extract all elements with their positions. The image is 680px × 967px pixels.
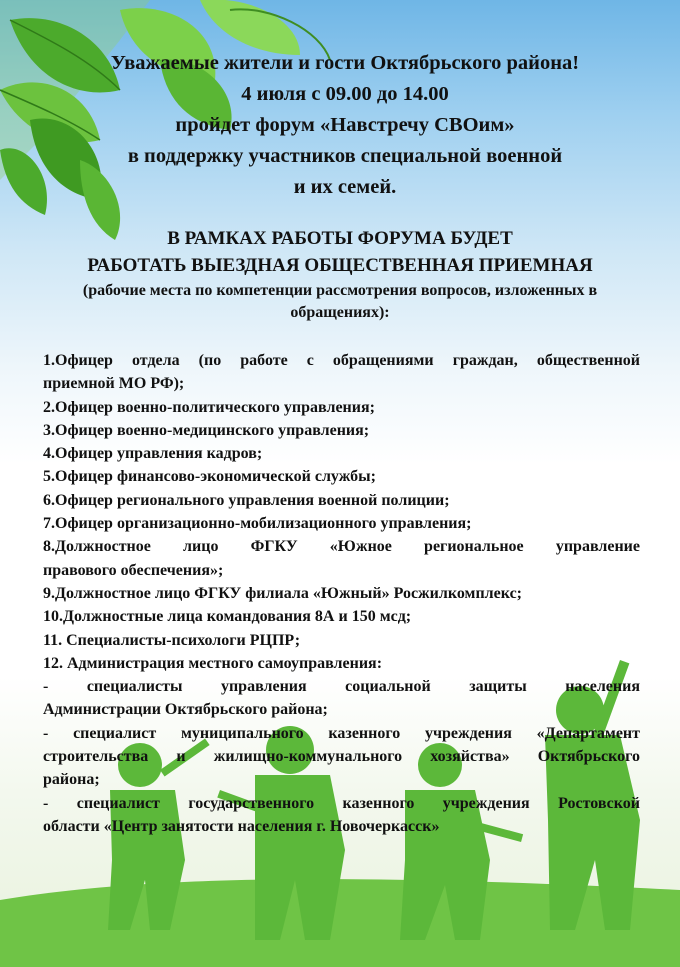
list-item: 8.Должностное лицо ФГКУ «Южное региональное управление bbox=[43, 538, 640, 556]
section-title bbox=[30, 225, 650, 279]
list-subitem: области «Центр занятости населения г. Новочеркасск» bbox=[43, 817, 440, 835]
section-title-line-1: В РАМКАХ РАБОТЫ ФОРУМА БУДЕТ bbox=[167, 228, 513, 249]
date-time: 4 июля с 09.00 до 14.00 bbox=[241, 83, 449, 105]
list-subitem: района; bbox=[43, 771, 100, 789]
greeting: Уважаемые жители и гости Октябрьского района! bbox=[110, 52, 580, 74]
list-item: 10.Должностные лица командования 8А и 150 мсд; bbox=[43, 608, 412, 626]
list-item: 11. Специалисты-психологи РЦПР; bbox=[43, 631, 301, 649]
list-item: 2.Офицер военно-политического управления; bbox=[43, 398, 375, 416]
list-subitem: - специалист государственного казенного учреждения Ростовской bbox=[43, 794, 640, 812]
participants-list bbox=[43, 349, 640, 838]
list-item: 6.Офицер регионального управления военной полиции; bbox=[43, 491, 450, 509]
forum-name: пройдет форум «Навстречу СВОим» bbox=[175, 114, 515, 136]
list-item: 4.Офицер управления кадров; bbox=[43, 445, 263, 463]
list-item: 12. Администрация местного самоуправления: bbox=[43, 654, 383, 672]
section-title-line-2: РАБОТАТЬ ВЫЕЗДНАЯ ОБЩЕСТВЕННАЯ ПРИЕМНАЯ bbox=[87, 255, 593, 276]
list-subitem: Администрации Октябрьского района; bbox=[43, 701, 328, 719]
list-subitem: - специалист муниципального казенного учреждения «Департамент bbox=[43, 724, 640, 742]
list-item: 9.Должностное лицо ФГКУ филиала «Южный» Росжилкомплекс; bbox=[43, 584, 522, 602]
list-subitem: - специалисты управления социальной защиты населения bbox=[43, 678, 640, 696]
list-item: приемной МО РФ); bbox=[43, 375, 185, 393]
families-line: и их семей. bbox=[293, 176, 397, 198]
list-item: 1.Офицер отдела (по работе с обращениями граждан, общественной bbox=[43, 352, 640, 369]
section-note: (рабочие места по компетенции рассмотрения вопросов, изложенных в обращениях): bbox=[82, 282, 598, 321]
header bbox=[60, 48, 630, 203]
list-item: 5.Офицер финансово-экономической службы; bbox=[43, 468, 376, 486]
list-subitem: строительства и жилищно-коммунального хозяйства» Октябрьского bbox=[43, 748, 640, 766]
list-item: 7.Офицер организационно-мобилизационного управления; bbox=[43, 515, 472, 533]
support-line: в поддержку участников специальной военной bbox=[127, 145, 563, 167]
list-item: 3.Офицер военно-медицинского управления; bbox=[43, 421, 370, 439]
list-item: правового обеспечения»; bbox=[43, 561, 224, 579]
